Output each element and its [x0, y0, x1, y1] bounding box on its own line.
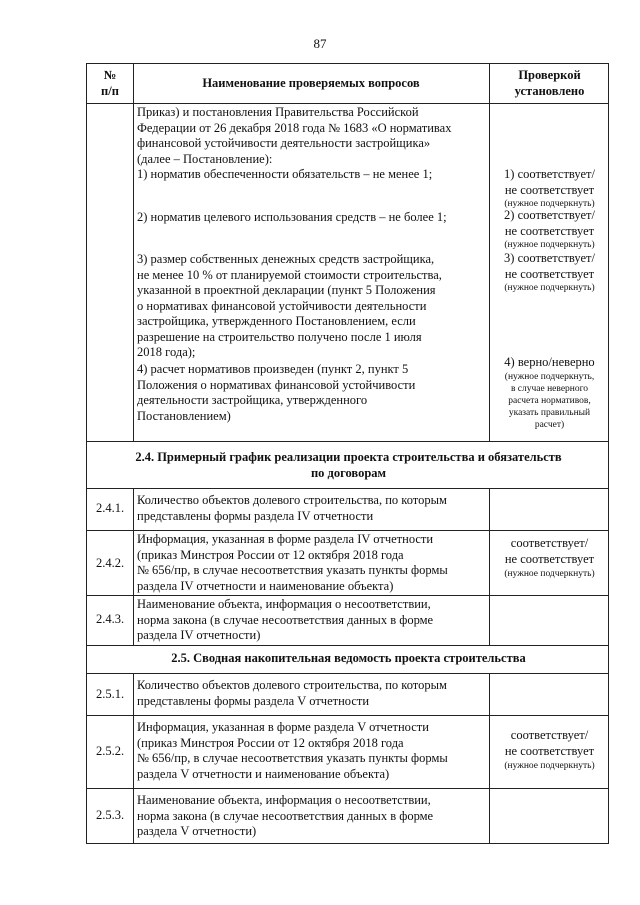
row-text: Наименование объекта, информация о несоответствии, норма закона (в случае несоответствия данных в форме раздела V отчетности) — [137, 793, 434, 838]
norm-result-2: 2) соответствует/ не соответствует — [504, 208, 595, 238]
row-result-note: (нужное подчеркнуть) — [504, 761, 595, 771]
row-result-note: (нужное подчеркнуть) — [504, 569, 595, 579]
checklist-table — [86, 63, 609, 844]
row-num: 2.5.3. — [95, 808, 125, 822]
row-num: 2.5.2. — [95, 744, 125, 758]
header-questions: Наименование проверяемых вопросов — [202, 76, 420, 90]
page-number: 87 — [313, 36, 327, 51]
row-text: Информация, указанная в форме раздела V отчетности (приказ Минстроя России от 12 октября 2018 года № 656/пр, в случае несоответствия указать пункты формы раздела V отчетности и наименование объекта) — [137, 720, 448, 781]
norm-note-2: (нужное подчеркнуть) — [504, 240, 595, 250]
col-rule — [133, 673, 134, 843]
row-text: Количество объектов долевого строительства, по которым представлены формы раздела V отчетности — [137, 678, 447, 708]
table-rule — [87, 843, 608, 844]
row-num: 2.4.2. — [95, 556, 125, 570]
table-rule — [87, 103, 608, 104]
norm-result-3: 3) соответствует/ не соответствует — [504, 251, 595, 281]
row-text: Наименование объекта, информация о несоответствии, норма закона (в случае несоответствия данных в форме раздела IV отчетности) — [137, 597, 434, 642]
norm-result-1: 1) соответствует/ не соответствует — [504, 167, 595, 197]
table-rule — [87, 441, 608, 442]
norm-note-3: (нужное подчеркнуть) — [504, 283, 595, 293]
row-num: 2.5.1. — [95, 687, 125, 701]
header-num: № п/п — [101, 68, 119, 98]
row-text: Количество объектов долевого строительства, по которым представлены формы раздела IV отчетности — [137, 493, 447, 523]
section-title-2-5: 2.5. Сводная накопительная ведомость проекта строительства — [171, 651, 526, 665]
norm-note-4: (нужное подчеркнуть, в случае неверного расчета нормативов, указать правильный расчет) — [504, 372, 595, 430]
row-text: Информация, указанная в форме раздела IV отчетности (приказ Минстроя России от 12 октября 2018 года № 656/пр, в случае несоответствия указать пункты формы раздела IV отчетности и наименование объекта) — [137, 532, 448, 593]
norm-item-4: 4) расчет нормативов произведен (пункт 2, пункт 5 Положения о нормативах финансовой устойчивости деятельности застройщика, утвержденного Постановлением) — [137, 362, 416, 423]
table-rule — [87, 715, 608, 716]
row-num: 2.4.3. — [95, 612, 125, 626]
table-rule — [87, 788, 608, 789]
table-rule — [87, 673, 608, 674]
table-rule — [87, 530, 608, 531]
norm-note-1: (нужное подчеркнуть) — [504, 199, 595, 209]
norm-item-1: 1) норматив обеспеченности обязательств – не менее 1; — [137, 167, 433, 181]
col-rule — [133, 63, 134, 441]
row-result: соответствует/ не соответствует — [504, 536, 595, 566]
table-rule — [87, 595, 608, 596]
row-result: соответствует/ не соответствует — [504, 728, 595, 758]
norm-item-3: 3) размер собственных денежных средств застройщика, не менее 10 % от планируемой стоимости строительства, указанной в проектной декларации (пункт 5 Положения о нормативах финансовой устойчивости деятельности застройщика, утвержденного Постановлением, если разрешение на строительство получено после 1 июля 2018 года); — [137, 252, 442, 359]
col-rule — [133, 488, 134, 645]
table-rule — [87, 63, 608, 64]
block-intro: Приказ) и постановления Правительства Российской Федерации от 26 декабря 2018 года № 1683 «О нормативах финансовой устойчивости деятельности застройщика» (далее – Постановление): — [137, 105, 452, 166]
table-rule — [87, 645, 608, 646]
section-title-2-4: 2.4. Примерный график реализации проекта строительства и обязательств по договорам — [135, 450, 562, 480]
table-rule — [87, 488, 608, 489]
header-result: Проверкой установлено — [514, 68, 585, 98]
norm-result-4: 4) верно/неверно — [504, 355, 595, 369]
norm-item-2: 2) норматив целевого использования средств – не более 1; — [137, 210, 447, 224]
row-num: 2.4.1. — [95, 501, 125, 515]
